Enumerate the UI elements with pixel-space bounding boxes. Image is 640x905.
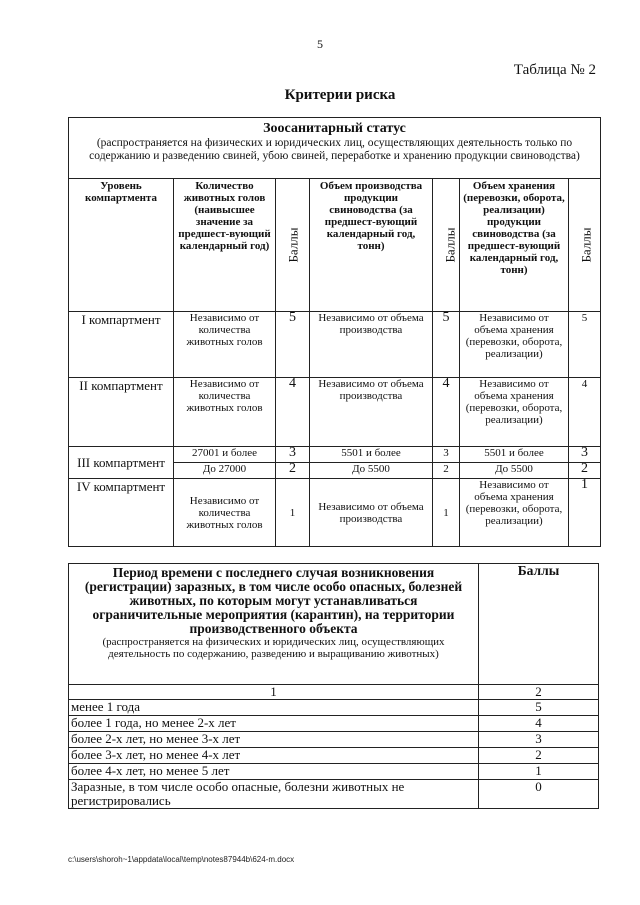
- page-number: 5: [317, 37, 323, 51]
- level-cell: III компартмент: [69, 447, 174, 479]
- table-row: [69, 748, 599, 764]
- period-label: более 2-х лет, но менее 3-х лет: [69, 732, 479, 748]
- animals-cell: До 27000: [174, 463, 276, 479]
- points-cell: 1: [433, 479, 460, 547]
- points-cell: 5: [569, 312, 601, 378]
- table-row: [69, 312, 601, 378]
- period-label: более 1 года, но менее 2-х лет: [69, 716, 479, 732]
- column-number: 2: [479, 685, 599, 700]
- storage-cell: Независимо от объема хранения (перевозки, оборота, реализации): [460, 312, 569, 378]
- period-points: 1: [479, 764, 599, 780]
- col-storage: Объем хранения (перевозки, оборота, реализации) продукции свиноводства (за предшест-вующий календарный год, тонн): [460, 179, 569, 312]
- points-cell: 3: [276, 447, 310, 463]
- points-cell: 2: [569, 463, 601, 479]
- period-heading: Период времени с последнего случая возникновения (регистрации) заразных, в том числе особо опасных, болезней животных, по которым могут устанавливаться ограничительные мероприятия (карантин), на территории производственного объекта: [84, 565, 463, 636]
- table-row: [69, 479, 601, 547]
- period-label: более 4-х лет, но менее 5 лет: [69, 764, 479, 780]
- points-cell: 5: [433, 312, 460, 378]
- points-cell: 2: [433, 463, 460, 479]
- table-row: [69, 685, 599, 700]
- level-cell: IV компартмент: [69, 479, 174, 547]
- file-path-footer: c:\users\shoroh~1\appdata\local\temp\notes87944b\624-m.docx: [68, 855, 295, 864]
- points-header: Баллы: [479, 564, 599, 685]
- storage-cell: 5501 и более: [460, 447, 569, 463]
- document-title: Критерии риска: [284, 87, 396, 103]
- storage-cell: Независимо от объема хранения (перевозки, оборота, реализации): [460, 479, 569, 547]
- production-cell: Независимо от объема производства: [310, 479, 433, 547]
- period-label: более 3-х лет, но менее 4-х лет: [69, 748, 479, 764]
- col-level: Уровень компартмента: [69, 179, 174, 312]
- points-cell: 4: [433, 378, 460, 447]
- points-cell: 1: [276, 479, 310, 547]
- col-points-1: Баллы: [276, 179, 310, 312]
- table-row: [69, 764, 599, 780]
- table-row: [69, 716, 599, 732]
- table-row: [69, 732, 599, 748]
- col-production: Объем производства продукции свиноводства (за предшест-вующий календарный год, тонн): [310, 179, 433, 312]
- level-cell: I компартмент: [69, 312, 174, 378]
- animals-cell: Независимо от количества животных голов: [174, 479, 276, 547]
- table-row: [69, 378, 601, 447]
- table-label: Таблица № 2: [513, 62, 596, 78]
- animals-cell: Независимо от количества животных голов: [174, 378, 276, 447]
- disease-period-table: [68, 563, 599, 809]
- points-cell: 1: [569, 479, 601, 547]
- points-cell: 5: [276, 312, 310, 378]
- points-cell: 4: [569, 378, 601, 447]
- points-cell: 2: [276, 463, 310, 479]
- col-animals: Количество животных голов (наивысшее значение за предшест-вующий календарный год): [174, 179, 276, 312]
- period-points: 5: [479, 700, 599, 716]
- storage-cell: До 5500: [460, 463, 569, 479]
- points-cell: 3: [433, 447, 460, 463]
- col-points-2: Баллы: [433, 179, 460, 312]
- table-row: [69, 700, 599, 716]
- zoosanitary-subheading: (распространяется на физических и юридических лиц, осуществляющих деятельность только по содержанию и разведению свиней, убою свиней, переработке и хранению продукции свиноводства): [89, 137, 580, 162]
- col-points-3: Баллы: [569, 179, 601, 312]
- production-cell: Независимо от объема производства: [310, 312, 433, 378]
- table-row: [69, 780, 599, 809]
- period-label: менее 1 года: [69, 700, 479, 716]
- period-points: 4: [479, 716, 599, 732]
- period-caption: [69, 564, 479, 685]
- zoosanitary-heading: Зоосанитарный статус: [263, 121, 406, 136]
- period-points: 2: [479, 748, 599, 764]
- production-cell: Независимо от объема производства: [310, 378, 433, 447]
- table-row: [69, 447, 601, 463]
- production-cell: До 5500: [310, 463, 433, 479]
- points-cell: 4: [276, 378, 310, 447]
- level-cell: II компартмент: [69, 378, 174, 447]
- animals-cell: 27001 и более: [174, 447, 276, 463]
- period-points: 3: [479, 732, 599, 748]
- zoosanitary-caption: [69, 118, 601, 179]
- animals-cell: Независимо от количества животных голов: [174, 312, 276, 378]
- column-number: 1: [69, 685, 479, 700]
- storage-cell: Независимо от объема хранения (перевозки, оборота, реализации): [460, 378, 569, 447]
- risk-criteria-table: [68, 117, 601, 547]
- period-points: 0: [479, 780, 599, 809]
- points-cell: 3: [569, 447, 601, 463]
- period-label: Заразные, в том числе особо опасные, болезни животных не регистрировались: [69, 780, 479, 809]
- period-subheading: (распространяется на физических и юридических лиц, осуществляющих деятельность по содержанию, разведению и выращиванию животных): [102, 636, 445, 660]
- production-cell: 5501 и более: [310, 447, 433, 463]
